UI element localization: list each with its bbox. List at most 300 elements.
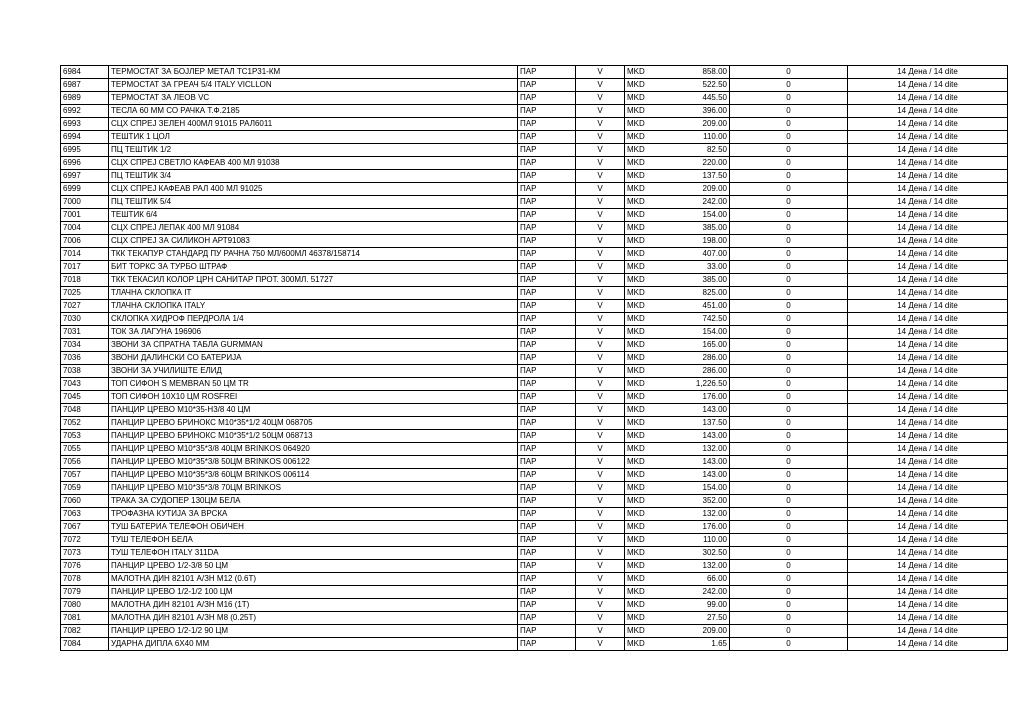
vat-flag-cell: V <box>576 625 625 638</box>
quantity-cell: 0 <box>730 365 848 378</box>
quantity-cell: 0 <box>730 196 848 209</box>
vat-flag-cell: V <box>576 222 625 235</box>
table-row <box>61 508 1008 521</box>
table-row <box>61 469 1008 482</box>
currency-cell: MKD <box>625 209 654 222</box>
unit-cell: ПАР <box>518 92 576 105</box>
table-row <box>61 430 1008 443</box>
item-name-cell: ТЕРМОСТАТ ЗА ГРЕАЧ 5/4 ITALY VICLLON <box>109 79 518 92</box>
vat-flag-cell: V <box>576 430 625 443</box>
currency-cell: MKD <box>625 313 654 326</box>
quantity-cell: 0 <box>730 248 848 261</box>
currency-cell: MKD <box>625 378 654 391</box>
currency-cell: MKD <box>625 326 654 339</box>
price-cell: 220.00 <box>653 157 730 170</box>
price-cell: 1,226.50 <box>653 378 730 391</box>
delivery-term-cell: 14 Дена / 14 dite <box>848 274 1008 287</box>
price-cell: 137.50 <box>653 170 730 183</box>
quantity-cell: 0 <box>730 547 848 560</box>
unit-cell: ПАР <box>518 534 576 547</box>
unit-cell: ПАР <box>518 66 576 79</box>
quantity-cell: 0 <box>730 534 848 547</box>
price-cell: 825.00 <box>653 287 730 300</box>
table-row <box>61 274 1008 287</box>
unit-cell: ПАР <box>518 79 576 92</box>
table-row <box>61 625 1008 638</box>
item-code-cell: 7006 <box>61 235 109 248</box>
item-code-cell: 7082 <box>61 625 109 638</box>
item-name-cell: ТОП СИФОН 10Х10 ЦМ ROSFREI <box>109 391 518 404</box>
unit-cell: ПАР <box>518 105 576 118</box>
table-row <box>61 92 1008 105</box>
item-name-cell: ТРАКА ЗА СУДОПЕР 130ЦМ БЕЛА <box>109 495 518 508</box>
delivery-term-cell: 14 Дена / 14 dite <box>848 105 1008 118</box>
currency-cell: MKD <box>625 417 654 430</box>
unit-cell: ПАР <box>518 209 576 222</box>
table-row <box>61 573 1008 586</box>
table-row <box>61 482 1008 495</box>
delivery-term-cell: 14 Дена / 14 dite <box>848 66 1008 79</box>
vat-flag-cell: V <box>576 560 625 573</box>
currency-cell: MKD <box>625 365 654 378</box>
vat-flag-cell: V <box>576 313 625 326</box>
delivery-term-cell: 14 Дена / 14 dite <box>848 131 1008 144</box>
item-name-cell: ТУШ ТЕЛЕФОН БЕЛА <box>109 534 518 547</box>
table-row <box>61 612 1008 625</box>
item-name-cell: ТОП СИФОН S MEMBRAN 50 ЦМ TR <box>109 378 518 391</box>
unit-cell: ПАР <box>518 508 576 521</box>
quantity-cell: 0 <box>730 573 848 586</box>
currency-cell: MKD <box>625 495 654 508</box>
item-name-cell: ПАНЦИР ЦРЕВО М10*35*3/8 50ЦМ BRINKOS 006122 <box>109 456 518 469</box>
quantity-cell: 0 <box>730 339 848 352</box>
delivery-term-cell: 14 Дена / 14 dite <box>848 625 1008 638</box>
vat-flag-cell: V <box>576 274 625 287</box>
delivery-term-cell: 14 Дена / 14 dite <box>848 547 1008 560</box>
item-code-cell: 6984 <box>61 66 109 79</box>
table-row <box>61 599 1008 612</box>
table-row <box>61 131 1008 144</box>
delivery-term-cell: 14 Дена / 14 dite <box>848 508 1008 521</box>
item-name-cell: ЗВОНИ ЗА УЧИЛИШТЕ ЕЛИД <box>109 365 518 378</box>
price-cell: 132.00 <box>653 508 730 521</box>
currency-cell: MKD <box>625 131 654 144</box>
quantity-cell: 0 <box>730 144 848 157</box>
quantity-cell: 0 <box>730 131 848 144</box>
currency-cell: MKD <box>625 118 654 131</box>
delivery-term-cell: 14 Дена / 14 dite <box>848 482 1008 495</box>
table-row <box>61 534 1008 547</box>
price-cell: 143.00 <box>653 404 730 417</box>
item-code-cell: 7063 <box>61 508 109 521</box>
unit-cell: ПАР <box>518 586 576 599</box>
item-code-cell: 7078 <box>61 573 109 586</box>
item-name-cell: СКЛОПКА ХИДРОФ ПЕРДРОЛА 1/4 <box>109 313 518 326</box>
price-cell: 352.00 <box>653 495 730 508</box>
unit-cell: ПАР <box>518 482 576 495</box>
item-name-cell: ТОК ЗА ЛАГУНА 196906 <box>109 326 518 339</box>
currency-cell: MKD <box>625 391 654 404</box>
table-row <box>61 313 1008 326</box>
table-row <box>61 417 1008 430</box>
currency-cell: MKD <box>625 144 654 157</box>
delivery-term-cell: 14 Дена / 14 dite <box>848 430 1008 443</box>
item-code-cell: 6995 <box>61 144 109 157</box>
item-code-cell: 7080 <box>61 599 109 612</box>
delivery-term-cell: 14 Дена / 14 dite <box>848 326 1008 339</box>
item-name-cell: ТЕСЛА 60 ММ СО РАЧКА Т.Ф.2185 <box>109 105 518 118</box>
item-code-cell: 6989 <box>61 92 109 105</box>
item-name-cell: ЗВОНИ ЗА СПРАТНА ТАБЛА GURMMAN <box>109 339 518 352</box>
item-name-cell: СЦХ СПРЕЈ ЗА СИЛИКОН АРТ91083 <box>109 235 518 248</box>
table-row <box>61 443 1008 456</box>
price-cell: 1.65 <box>653 638 730 651</box>
delivery-term-cell: 14 Дена / 14 dite <box>848 339 1008 352</box>
price-cell: 82.50 <box>653 144 730 157</box>
item-name-cell: ТЛАЧНА СКЛОПКА ITALY <box>109 300 518 313</box>
item-name-cell: ПАНЦИР ЦРЕВО М10*35*3/8 40ЦМ BRINKOS 064920 <box>109 443 518 456</box>
item-code-cell: 7048 <box>61 404 109 417</box>
vat-flag-cell: V <box>576 404 625 417</box>
table-row <box>61 521 1008 534</box>
table-body <box>61 66 1008 651</box>
currency-cell: MKD <box>625 92 654 105</box>
item-code-cell: 7038 <box>61 365 109 378</box>
table-row <box>61 365 1008 378</box>
unit-cell: ПАР <box>518 352 576 365</box>
item-name-cell: ПАНЦИР ЦРЕВО М10*35-Н3/8 40 ЦМ <box>109 404 518 417</box>
currency-cell: MKD <box>625 66 654 79</box>
item-name-cell: ТЕШТИК 1 ЦОЛ <box>109 131 518 144</box>
item-name-cell: ТРОФАЗНА КУТИЈА ЗА ВРСКА <box>109 508 518 521</box>
delivery-term-cell: 14 Дена / 14 dite <box>848 469 1008 482</box>
item-code-cell: 7036 <box>61 352 109 365</box>
quantity-cell: 0 <box>730 430 848 443</box>
item-name-cell: МАЛОТНА ДИН 82101 А/ЗН М12 (0.6Т) <box>109 573 518 586</box>
item-name-cell: ПАНЦИР ЦРЕВО 1/2-1/2 100 ЦМ <box>109 586 518 599</box>
currency-cell: MKD <box>625 482 654 495</box>
quantity-cell: 0 <box>730 521 848 534</box>
price-cell: 302.50 <box>653 547 730 560</box>
item-code-cell: 7001 <box>61 209 109 222</box>
item-code-cell: 7059 <box>61 482 109 495</box>
vat-flag-cell: V <box>576 196 625 209</box>
price-cell: 143.00 <box>653 469 730 482</box>
vat-flag-cell: V <box>576 248 625 261</box>
unit-cell: ПАР <box>518 157 576 170</box>
table-row <box>61 118 1008 131</box>
currency-cell: MKD <box>625 352 654 365</box>
item-name-cell: УДАРНА ДИПЛА 6Х40 ММ <box>109 638 518 651</box>
delivery-term-cell: 14 Дена / 14 dite <box>848 404 1008 417</box>
vat-flag-cell: V <box>576 79 625 92</box>
unit-cell: ПАР <box>518 378 576 391</box>
quantity-cell: 0 <box>730 235 848 248</box>
delivery-term-cell: 14 Дена / 14 dite <box>848 365 1008 378</box>
quantity-cell: 0 <box>730 482 848 495</box>
vat-flag-cell: V <box>576 235 625 248</box>
table-row <box>61 352 1008 365</box>
price-list-table <box>60 65 1008 651</box>
vat-flag-cell: V <box>576 92 625 105</box>
currency-cell: MKD <box>625 521 654 534</box>
table-row <box>61 235 1008 248</box>
delivery-term-cell: 14 Дена / 14 dite <box>848 287 1008 300</box>
currency-cell: MKD <box>625 157 654 170</box>
item-code-cell: 7053 <box>61 430 109 443</box>
item-name-cell: ПАНЦИР ЦРЕВО 1/2-1/2 90 ЦМ <box>109 625 518 638</box>
price-cell: 176.00 <box>653 521 730 534</box>
quantity-cell: 0 <box>730 638 848 651</box>
quantity-cell: 0 <box>730 66 848 79</box>
unit-cell: ПАР <box>518 326 576 339</box>
price-cell: 445.50 <box>653 92 730 105</box>
table-row <box>61 79 1008 92</box>
item-code-cell: 6987 <box>61 79 109 92</box>
item-name-cell: ТУШ ТЕЛЕФОН ITALY 311DA <box>109 547 518 560</box>
unit-cell: ПАР <box>518 521 576 534</box>
quantity-cell: 0 <box>730 378 848 391</box>
unit-cell: ПАР <box>518 261 576 274</box>
item-code-cell: 7073 <box>61 547 109 560</box>
item-code-cell: 7000 <box>61 196 109 209</box>
unit-cell: ПАР <box>518 183 576 196</box>
quantity-cell: 0 <box>730 625 848 638</box>
price-cell: 132.00 <box>653 443 730 456</box>
table-row <box>61 261 1008 274</box>
delivery-term-cell: 14 Дена / 14 dite <box>848 118 1008 131</box>
unit-cell: ПАР <box>518 612 576 625</box>
delivery-term-cell: 14 Дена / 14 dite <box>848 573 1008 586</box>
vat-flag-cell: V <box>576 612 625 625</box>
price-cell: 522.50 <box>653 79 730 92</box>
item-name-cell: ПЦ ТЕШТИК 3/4 <box>109 170 518 183</box>
currency-cell: MKD <box>625 222 654 235</box>
currency-cell: MKD <box>625 430 654 443</box>
price-cell: 27.50 <box>653 612 730 625</box>
table-row <box>61 222 1008 235</box>
item-code-cell: 7045 <box>61 391 109 404</box>
item-code-cell: 7031 <box>61 326 109 339</box>
vat-flag-cell: V <box>576 105 625 118</box>
vat-flag-cell: V <box>576 391 625 404</box>
price-cell: 110.00 <box>653 534 730 547</box>
item-code-cell: 6993 <box>61 118 109 131</box>
currency-cell: MKD <box>625 105 654 118</box>
vat-flag-cell: V <box>576 638 625 651</box>
item-code-cell: 7057 <box>61 469 109 482</box>
vat-flag-cell: V <box>576 365 625 378</box>
item-name-cell: ПАНЦИР ЦРЕВО БРИНОКС М10*35*1/2 50ЦМ 068713 <box>109 430 518 443</box>
delivery-term-cell: 14 Дена / 14 dite <box>848 534 1008 547</box>
item-name-cell: СЦХ СПРЕЈ ЗЕЛЕН 400МЛ 91015 РАЛ6011 <box>109 118 518 131</box>
currency-cell: MKD <box>625 443 654 456</box>
item-code-cell: 7072 <box>61 534 109 547</box>
item-name-cell: ТЕРМОСТАТ ЗА БОЈЛЕР МЕТАЛ ТС1Р31-КМ <box>109 66 518 79</box>
currency-cell: MKD <box>625 560 654 573</box>
item-code-cell: 7056 <box>61 456 109 469</box>
table-row <box>61 391 1008 404</box>
item-name-cell: ЗВОНИ ДАЛИНСКИ СО БАТЕРИЈА <box>109 352 518 365</box>
vat-flag-cell: V <box>576 183 625 196</box>
vat-flag-cell: V <box>576 586 625 599</box>
quantity-cell: 0 <box>730 404 848 417</box>
item-code-cell: 6994 <box>61 131 109 144</box>
quantity-cell: 0 <box>730 209 848 222</box>
quantity-cell: 0 <box>730 157 848 170</box>
price-cell: 385.00 <box>653 274 730 287</box>
unit-cell: ПАР <box>518 300 576 313</box>
quantity-cell: 0 <box>730 313 848 326</box>
unit-cell: ПАР <box>518 443 576 456</box>
currency-cell: MKD <box>625 456 654 469</box>
unit-cell: ПАР <box>518 144 576 157</box>
quantity-cell: 0 <box>730 274 848 287</box>
quantity-cell: 0 <box>730 586 848 599</box>
unit-cell: ПАР <box>518 417 576 430</box>
currency-cell: MKD <box>625 287 654 300</box>
price-cell: 286.00 <box>653 365 730 378</box>
table-row <box>61 495 1008 508</box>
currency-cell: MKD <box>625 274 654 287</box>
vat-flag-cell: V <box>576 482 625 495</box>
price-cell: 396.00 <box>653 105 730 118</box>
price-cell: 451.00 <box>653 300 730 313</box>
quantity-cell: 0 <box>730 508 848 521</box>
quantity-cell: 0 <box>730 300 848 313</box>
currency-cell: MKD <box>625 183 654 196</box>
table-row <box>61 248 1008 261</box>
vat-flag-cell: V <box>576 352 625 365</box>
delivery-term-cell: 14 Дена / 14 dite <box>848 417 1008 430</box>
currency-cell: MKD <box>625 638 654 651</box>
item-name-cell: МАЛОТНА ДИН 82101 А/ЗН М16 (1Т) <box>109 599 518 612</box>
item-name-cell: ТЛАЧНА СКЛОПКА IT <box>109 287 518 300</box>
table-row <box>61 339 1008 352</box>
vat-flag-cell: V <box>576 118 625 131</box>
item-name-cell: ТУШ БАТЕРИА ТЕЛЕФОН ОБИЧЕН <box>109 521 518 534</box>
currency-cell: MKD <box>625 339 654 352</box>
table-row <box>61 456 1008 469</box>
vat-flag-cell: V <box>576 131 625 144</box>
quantity-cell: 0 <box>730 391 848 404</box>
unit-cell: ПАР <box>518 599 576 612</box>
vat-flag-cell: V <box>576 378 625 391</box>
delivery-term-cell: 14 Дена / 14 dite <box>848 599 1008 612</box>
unit-cell: ПАР <box>518 131 576 144</box>
table-row <box>61 378 1008 391</box>
unit-cell: ПАР <box>518 638 576 651</box>
item-code-cell: 7043 <box>61 378 109 391</box>
vat-flag-cell: V <box>576 443 625 456</box>
delivery-term-cell: 14 Дена / 14 dite <box>848 612 1008 625</box>
delivery-term-cell: 14 Дена / 14 dite <box>848 235 1008 248</box>
item-name-cell: СЦХ СПРЕЈ СВЕТЛО КАФЕАВ 400 МЛ 91038 <box>109 157 518 170</box>
currency-cell: MKD <box>625 612 654 625</box>
delivery-term-cell: 14 Дена / 14 dite <box>848 352 1008 365</box>
unit-cell: ПАР <box>518 573 576 586</box>
item-code-cell: 7025 <box>61 287 109 300</box>
unit-cell: ПАР <box>518 170 576 183</box>
price-cell: 33.00 <box>653 261 730 274</box>
vat-flag-cell: V <box>576 144 625 157</box>
unit-cell: ПАР <box>518 235 576 248</box>
unit-cell: ПАР <box>518 248 576 261</box>
table-row <box>61 105 1008 118</box>
delivery-term-cell: 14 Дена / 14 dite <box>848 456 1008 469</box>
delivery-term-cell: 14 Дена / 14 dite <box>848 92 1008 105</box>
price-cell: 154.00 <box>653 209 730 222</box>
price-cell: 385.00 <box>653 222 730 235</box>
currency-cell: MKD <box>625 248 654 261</box>
quantity-cell: 0 <box>730 495 848 508</box>
quantity-cell: 0 <box>730 287 848 300</box>
price-cell: 209.00 <box>653 183 730 196</box>
item-name-cell: ПАНЦИР ЦРЕВО М10*35*3/8 60ЦМ BRINKOS 006114 <box>109 469 518 482</box>
vat-flag-cell: V <box>576 469 625 482</box>
currency-cell: MKD <box>625 170 654 183</box>
quantity-cell: 0 <box>730 417 848 430</box>
unit-cell: ПАР <box>518 339 576 352</box>
currency-cell: MKD <box>625 469 654 482</box>
item-code-cell: 6999 <box>61 183 109 196</box>
item-code-cell: 7067 <box>61 521 109 534</box>
item-name-cell: ПЦ ТЕШТИК 5/4 <box>109 196 518 209</box>
item-name-cell: ПАНЦИР ЦРЕВО БРИНОКС М10*35*1/2 40ЦМ 068705 <box>109 417 518 430</box>
table-row <box>61 183 1008 196</box>
currency-cell: MKD <box>625 625 654 638</box>
table-row <box>61 287 1008 300</box>
quantity-cell: 0 <box>730 222 848 235</box>
item-code-cell: 7004 <box>61 222 109 235</box>
unit-cell: ПАР <box>518 625 576 638</box>
unit-cell: ПАР <box>518 118 576 131</box>
item-code-cell: 7079 <box>61 586 109 599</box>
delivery-term-cell: 14 Дена / 14 dite <box>848 261 1008 274</box>
item-name-cell: ТКК ТЕКАСИЛ КОЛОР ЦРН САНИТАР ПРОТ. 300МЛ. 51727 <box>109 274 518 287</box>
table-row <box>61 209 1008 222</box>
delivery-term-cell: 14 Дена / 14 dite <box>848 378 1008 391</box>
vat-flag-cell: V <box>576 66 625 79</box>
vat-flag-cell: V <box>576 599 625 612</box>
item-code-cell: 7030 <box>61 313 109 326</box>
vat-flag-cell: V <box>576 261 625 274</box>
table-row <box>61 586 1008 599</box>
delivery-term-cell: 14 Дена / 14 dite <box>848 79 1008 92</box>
quantity-cell: 0 <box>730 612 848 625</box>
price-cell: 209.00 <box>653 118 730 131</box>
delivery-term-cell: 14 Дена / 14 dite <box>848 183 1008 196</box>
delivery-term-cell: 14 Дена / 14 dite <box>848 144 1008 157</box>
table-row <box>61 144 1008 157</box>
price-cell: 137.50 <box>653 417 730 430</box>
vat-flag-cell: V <box>576 534 625 547</box>
vat-flag-cell: V <box>576 547 625 560</box>
unit-cell: ПАР <box>518 456 576 469</box>
unit-cell: ПАР <box>518 560 576 573</box>
item-code-cell: 7014 <box>61 248 109 261</box>
delivery-term-cell: 14 Дена / 14 dite <box>848 196 1008 209</box>
table-row <box>61 404 1008 417</box>
item-name-cell: СЦХ СПРЕЈ ЛЕПАК 400 МЛ 91084 <box>109 222 518 235</box>
quantity-cell: 0 <box>730 118 848 131</box>
unit-cell: ПАР <box>518 495 576 508</box>
price-cell: 99.00 <box>653 599 730 612</box>
item-code-cell: 7081 <box>61 612 109 625</box>
currency-cell: MKD <box>625 79 654 92</box>
vat-flag-cell: V <box>576 157 625 170</box>
delivery-term-cell: 14 Дена / 14 dite <box>848 300 1008 313</box>
